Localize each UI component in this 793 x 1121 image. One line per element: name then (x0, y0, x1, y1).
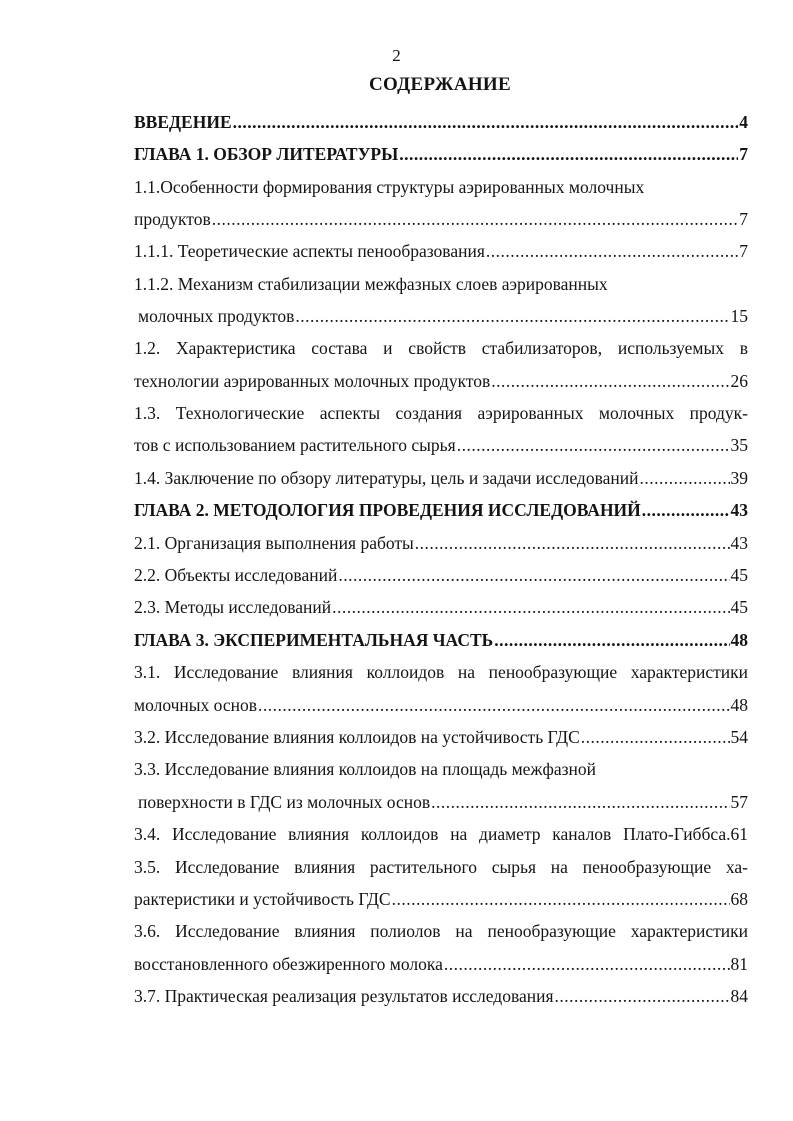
toc-entry: 3.5. Исследование влияния растительного сырья на пенообразующие ха- (134, 857, 748, 877)
toc-entry: 1.3. Технологические аспекты создания аэрированных молочных продук- (134, 403, 748, 423)
toc-entry: 3.1. Исследование влияния коллоидов на пенообразующие характеристики (134, 662, 748, 682)
toc-entry: 2.1. Организация выполнения работы ..... 43 (134, 527, 748, 559)
toc-entry: 1.1.Особенности формирования структуры аэрированных молочных (134, 177, 645, 197)
toc-entry: ГЛАВА 2. МЕТОДОЛОГИЯ ПРОВЕДЕНИЯ ИССЛЕДОВАНИЙ ..... 43 (134, 494, 748, 526)
toc-entry: рактеристики и устойчивость ГДС ..... 68 (134, 883, 748, 915)
toc-entry: 2.3. Методы исследований ..... 45 (134, 591, 748, 623)
page-number: 2 (392, 46, 401, 65)
page-title: СОДЕРЖАНИЕ (369, 74, 511, 95)
toc-entry: восстановленного обезжиренного молока ..... 81 (134, 948, 748, 980)
toc-entry: 3.4. Исследование влияния коллоидов на диаметр каналов Плато-Гиббса.61 (134, 824, 748, 844)
toc-entry: 3.3. Исследование влияния коллоидов на площадь межфазной (134, 759, 597, 779)
toc-entry: 3.2. Исследование влияния коллоидов на устойчивость ГДС ..... 54 (134, 721, 748, 753)
toc-entry: ВВЕДЕНИЕ ..... 4 (134, 106, 748, 138)
toc-entry: 1.1.1. Теоретические аспекты пенообразования ..... 7 (134, 235, 748, 267)
toc-entry: ГЛАВА 1. ОБЗОР ЛИТЕРАТУРЫ ..... 7 (134, 138, 748, 170)
toc-entry: 1.1.2. Механизм стабилизации межфазных слоев аэрированных (134, 274, 608, 294)
toc-entry: 1.4. Заключение по обзору литературы, цель и задачи исследований ..... 39 (134, 462, 748, 494)
toc-entry: 3.7. Практическая реализация результатов исследования ..... 84 (134, 980, 748, 1012)
toc-entry: 2.2. Объекты исследований ..... 45 (134, 559, 748, 591)
toc-entry: 1.2. Характеристика состава и свойств стабилизаторов, используемых в (134, 338, 748, 358)
toc-entry: продуктов ..... 7 (134, 203, 748, 235)
toc-entry: молочных основ ..... 48 (134, 689, 748, 721)
toc-entry: тов с использованием растительного сырья ..... 35 (134, 429, 748, 461)
toc-entry: технологии аэрированных молочных продуктов ..... 26 (134, 365, 748, 397)
toc-entry: ГЛАВА 3. ЭКСПЕРИМЕНТАЛЬНАЯ ЧАСТЬ ..... 48 (134, 624, 748, 656)
toc-entry: молочных продуктов ..... 15 (138, 300, 748, 332)
toc-entry: поверхности в ГДС из молочных основ ..... 57 (138, 786, 748, 818)
toc-entry: 3.6. Исследование влияния полиолов на пенообразующие характеристики (134, 921, 748, 941)
